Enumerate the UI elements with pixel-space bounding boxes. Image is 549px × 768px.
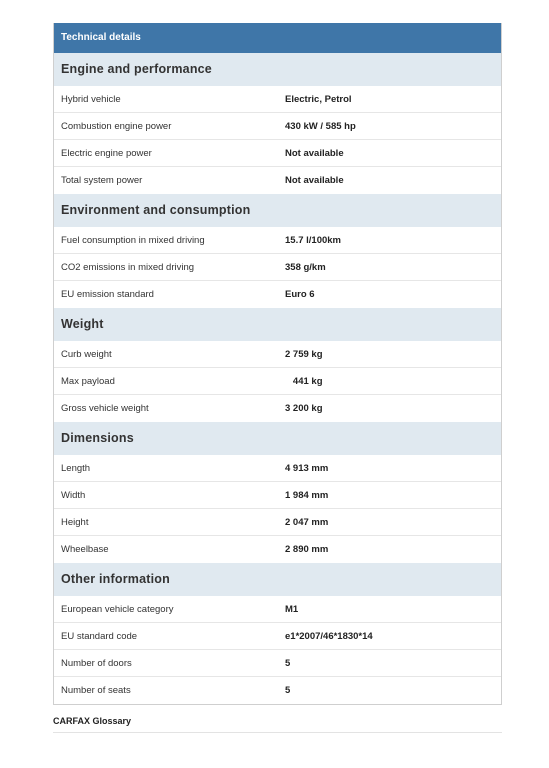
spec-value: Electric, Petrol [285,94,352,105]
section-title: Other information [54,563,501,596]
spec-label: Length [61,463,91,474]
spec-value: Euro 6 [285,289,315,300]
section-environment-consumption [54,194,501,308]
spec-row [54,650,501,677]
spec-value: e1*2007/46*1830*14 [285,631,373,642]
spec-row [54,677,501,704]
spec-row [54,140,501,167]
spec-value: Not available [285,148,344,159]
spec-value: 441 kg [285,376,323,387]
section-other-information [54,563,501,704]
spec-label: Max payload [61,376,115,387]
spec-row [54,341,501,368]
section-title: Weight [54,308,501,341]
spec-label: Gross vehicle weight [61,403,149,414]
spec-row [54,227,501,254]
section-title: Environment and consumption [54,194,501,227]
spec-value: 1 984 mm [285,490,329,501]
spec-label: Combustion engine power [61,121,172,132]
spec-row [54,509,501,536]
section-title: Dimensions [54,422,501,455]
spec-row [54,113,501,140]
spec-row [54,281,501,308]
spec-row [54,482,501,509]
carfax-glossary-heading[interactable]: CARFAX Glossary [53,716,502,733]
spec-value: 358 g/km [285,262,326,273]
spec-value: 5 [285,658,291,669]
spec-label: Wheelbase [61,544,109,555]
spec-label: Hybrid vehicle [61,94,121,105]
spec-label: Width [61,490,86,501]
spec-label: Total system power [61,175,143,186]
spec-label: Number of seats [61,685,131,696]
spec-row [54,254,501,281]
spec-row [54,395,501,422]
spec-row [54,368,501,395]
spec-row [54,623,501,650]
spec-value: 5 [285,685,291,696]
spec-value: 430 kW / 585 hp [285,121,356,132]
spec-label: EU standard code [61,631,138,642]
spec-row [54,455,501,482]
spec-row [54,596,501,623]
technical-details-card [53,23,502,705]
spec-value: 2 890 mm [285,544,329,555]
spec-value: 2 047 mm [285,517,329,528]
spec-label: European vehicle category [61,604,174,615]
spec-row [54,536,501,563]
section-engine-performance [54,53,501,194]
spec-value: 3 200 kg [285,403,323,414]
section-weight [54,308,501,422]
spec-row [54,86,501,113]
spec-value: M1 [285,604,299,615]
spec-row [54,167,501,194]
section-dimensions [54,422,501,563]
spec-label: EU emission standard [61,289,154,300]
card-title: Technical details [54,23,501,53]
spec-value: 4 913 mm [285,463,329,474]
spec-value: Not available [285,175,344,186]
section-title: Engine and performance [54,53,501,86]
spec-value: 15.7 l/100km [285,235,341,246]
spec-label: Height [61,517,89,528]
spec-label: Electric engine power [61,148,152,159]
spec-label: Fuel consumption in mixed driving [61,235,205,246]
spec-label: CO2 emissions in mixed driving [61,262,195,273]
spec-label: Number of doors [61,658,132,669]
spec-label: Curb weight [61,349,112,360]
spec-value: 2 759 kg [285,349,323,360]
